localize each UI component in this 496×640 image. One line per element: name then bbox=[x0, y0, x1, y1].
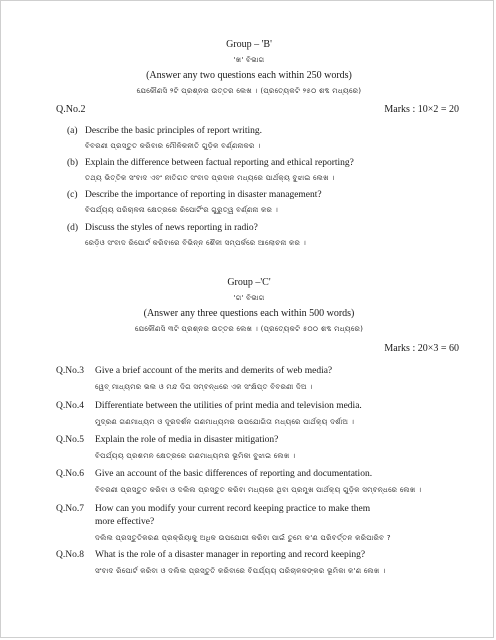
item-text-c-odia: ବିପର୍ଯ୍ୟୟ ପରିଚାଳନା କ୍ଷେତ୍ରରେ ରିପୋର୍ଟିଂର ଗୁରୁତ୍ୱ ବର୍ଣ୍ଣନା କର । bbox=[85, 205, 279, 214]
question-text-3: Give a brief account of the merits and demerits of web media? bbox=[95, 366, 333, 376]
question-text-7-continued: more effective? bbox=[95, 517, 155, 527]
question-number-4: Q.No.4 bbox=[56, 401, 84, 411]
item-label-d: (d) bbox=[67, 223, 79, 233]
item-text-a-odia: ବିବରଣୀ ପ୍ରସ୍ତୁତ କରିବାର ମୌଳିକନୀତି ଗୁଡ଼ିକ ବର୍ଣ୍ଣନାକର । bbox=[85, 141, 261, 150]
item-text-d: Discuss the styles of news reporting in radio? bbox=[85, 223, 258, 233]
group-c-title-odia: 'ଗ' ବିଭାଗ bbox=[233, 293, 265, 302]
question-text-6-odia: ବିବରଣୀ ପ୍ରସ୍ତୁତ କରିବା ଓ ଦଲିଲ ପ୍ରସ୍ତୁତ କରିବା ମଧ୍ୟରେ ଥିବା ପ୍ରମୁଖ ପାର୍ଥକ୍ୟ ଗୁଡ଼ିକ ସମ୍ବନ୍ଧରେ ଲେଖ । bbox=[95, 485, 422, 494]
item-label-b: (b) bbox=[67, 158, 79, 168]
marks-group-b: Marks : 10×2 = 20 bbox=[384, 104, 459, 115]
question-text-7-odia: ଦଲିଲ ପ୍ରସ୍ତୁତିକରଣ ପ୍ରକ୍ରିୟାକୁ ଅଧିକ ଉପଯୋଗୀ କରିବା ପାଇଁ ତୁମେ କ'ଣ ପରିବର୍ତ୍ତନ କରିପାରିବ ? bbox=[95, 533, 391, 542]
question-text-4: Differentiate between the utilities of print media and television media. bbox=[95, 401, 362, 411]
question-number-6: Q.No.6 bbox=[56, 469, 84, 479]
item-text-a: Describe the basic principles of report writing. bbox=[85, 126, 263, 136]
question-text-8-odia: ସଂବାଦ ରିପୋର୍ଟ କରିବା ଓ ଦଲିଲ ପ୍ରସ୍ତୁତି କରିବାରେ ବିପର୍ଯ୍ୟୟ ପରିଚାଳକଙ୍କର ଭୂମିକା କ'ଣ ଲେଖ । bbox=[95, 566, 386, 575]
question-text-7: How can you modify your current record keeping practice to make them bbox=[95, 504, 371, 514]
question-number-3: Q.No.3 bbox=[56, 366, 84, 376]
group-b-title-odia: 'ଖ' ବିଭାଗ bbox=[233, 55, 265, 64]
question-number-8: Q.No.8 bbox=[56, 550, 84, 560]
question-number-5: Q.No.5 bbox=[56, 435, 84, 445]
question-text-6: Give an account of the basic differences of reporting and documentation. bbox=[95, 469, 373, 479]
item-text-c: Describe the importance of reporting in disaster management? bbox=[85, 190, 322, 200]
group-b-instruction-odia: ଯେକୌଣସି ୨ଟି ପ୍ରଶ୍ନର ଉତ୍ତର ଲେଖ । (ପ୍ରତ୍ୟେକଟି ୨୫୦ ଶବ୍ଦ ମଧ୍ୟରେ) bbox=[136, 86, 362, 95]
question-text-4-odia: ମୁଦ୍ରଣ ଗଣମାଧ୍ୟମ ଓ ଦୂରଦର୍ଶନ ଗଣମାଧ୍ୟମର ଉପଯୋଗିତା ମଧ୍ୟରେ ପାର୍ଥକ୍ୟ ଦର୍ଶାଅ । bbox=[95, 417, 355, 426]
item-label-c: (c) bbox=[67, 190, 78, 200]
group-b-title: Group – 'B' bbox=[226, 39, 272, 50]
item-text-b: Explain the difference between factual reporting and ethical reporting? bbox=[85, 158, 354, 168]
question-number-7: Q.No.7 bbox=[56, 504, 84, 514]
group-c-instruction-odia: ଯେକୌଣସି ୩ଟି ପ୍ରଶ୍ନର ଉତ୍ତର ଲେଖ । (ପ୍ରତ୍ୟେକଟି ୫୦୦ ଶବ୍ଦ ମଧ୍ୟରେ) bbox=[134, 324, 364, 333]
marks-group-c: Marks : 20×3 = 60 bbox=[384, 343, 459, 354]
item-label-a: (a) bbox=[67, 126, 78, 136]
group-c-title: Group –'C' bbox=[227, 277, 271, 288]
question-text-8: What is the role of a disaster manager in reporting and record keeping? bbox=[95, 550, 366, 560]
item-text-b-odia: ତଥ୍ୟ ଭିତ୍ତିକ ସଂବାଦ ଏବଂ ନୀତିଗତ ସଂବାଦ ପ୍ରଦାନ ମଧ୍ୟରେ ପାର୍ଥକ୍ୟ ବୁଝାଇ ଲେଖ । bbox=[85, 173, 335, 182]
question-text-5-odia: ବିପର୍ଯ୍ୟୟ ପ୍ରଶମନ କ୍ଷେତ୍ରରେ ଗଣମାଧ୍ୟମର ଭୂମିକା ବୁଝାଇ ଲେଖ । bbox=[95, 451, 296, 460]
group-b-instruction: (Answer any two questions each within 250 words) bbox=[146, 70, 352, 81]
question-text-3-odia: ୱେବ୍ ମାଧ୍ୟମର ଭଲ ଓ ମନ୍ଦ ଦିଗ ସମ୍ବନ୍ଧରେ ଏକ ସଂକ୍ଷିପ୍ତ ବିବରଣୀ ଦିଅ । bbox=[95, 382, 313, 391]
group-c-instruction: (Answer any three questions each within 500 words) bbox=[143, 308, 355, 319]
question-text-5: Explain the role of media in disaster mitigation? bbox=[95, 435, 279, 445]
question-number-2: Q.No.2 bbox=[56, 104, 86, 115]
item-text-d-odia: ରେଡ଼ିଓ ସଂବାଦ ରିପୋର୍ଟ କରିବାରେ ବିଭିନ୍ନ ଶୈଳୀ ସମ୍ପର୍କରେ ଆଲୋଚନା କର । bbox=[85, 238, 307, 247]
